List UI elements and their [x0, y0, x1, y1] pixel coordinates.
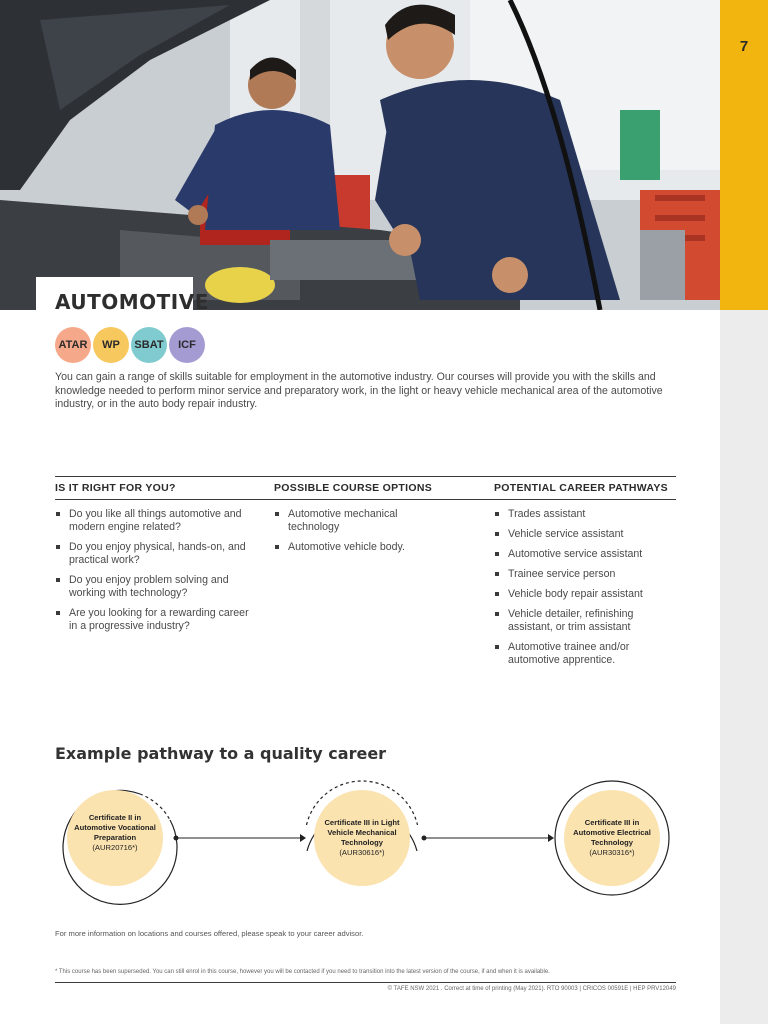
pathway-title: Example pathway to a quality career — [55, 744, 387, 763]
node-name: Certificate III in Automotive Electrical Technology — [573, 818, 651, 847]
side-band — [720, 310, 768, 1024]
list-item: Are you looking for a rewarding career in a progressive industry? — [55, 607, 250, 633]
page-number: 7 — [739, 38, 749, 55]
pathway-diagram — [0, 770, 720, 910]
list-item: Automotive service assistant — [494, 548, 669, 561]
column-heading-right-for-you: IS IT RIGHT FOR YOU? — [55, 482, 176, 494]
column-heading-course-options: POSSIBLE COURSE OPTIONS — [274, 482, 433, 494]
more-info-text: For more information on locations and courses offered, please speak to your career advisor. — [55, 929, 364, 938]
divider — [55, 476, 676, 477]
connector-arrow — [548, 834, 554, 842]
intro-paragraph: You can gain a range of skills suitable for employment in the automotive industry. Our courses will provide you with the skills and knowledge needed to perform minor service and preparatory work, in the light or heavy vehicle mechanical area of the automotive industry, or in the auto body repair industry. — [55, 371, 663, 410]
hero-photo — [0, 0, 720, 310]
footnote: * This course has been superseded. You can still enrol in this course, however you will be contacted if you need to transition into the latest version of the course, if and when it is available. — [55, 969, 550, 975]
list-item: Trainee service person — [494, 568, 669, 581]
right-for-you-list — [55, 508, 250, 640]
list-item: Trades assistant — [494, 508, 669, 521]
list-item: Vehicle service assistant — [494, 528, 669, 541]
pathway-node-2-label — [316, 818, 408, 858]
pathway-node-3-label — [566, 818, 658, 858]
pathway-node-1-label — [69, 813, 161, 853]
list-item: Automotive trainee and/or automotive apprentice. — [494, 641, 669, 667]
badge-wp: WP — [93, 327, 129, 363]
node-code: (AUR30316*) — [589, 848, 635, 857]
course-options-list — [274, 508, 444, 561]
node-code: (AUR20716*) — [92, 843, 138, 852]
node-code: (AUR30616*) — [339, 848, 385, 857]
page-title: AUTOMOTIVE — [55, 290, 209, 314]
badge-icf: ICF — [169, 327, 205, 363]
divider — [55, 982, 676, 983]
node-name: Certificate III in Light Vehicle Mechanical Technology — [324, 818, 400, 847]
divider — [55, 499, 676, 500]
badge-sbat: SBAT — [131, 327, 167, 363]
list-item: Vehicle body repair assistant — [494, 588, 669, 601]
qualification-badges — [55, 327, 205, 363]
list-item: Do you enjoy physical, hands-on, and practical work? — [55, 541, 250, 567]
list-item: Automotive mechanical technology — [274, 508, 444, 534]
list-item: Do you enjoy problem solving and working with technology? — [55, 574, 250, 600]
list-item: Do you like all things automotive and modern engine related? — [55, 508, 250, 534]
copyright: © TAFE NSW 2021 . Correct at time of printing (May 2021). RTO 90003 | CRICOS 00591E | HEP PRV12049 — [387, 986, 676, 992]
connector-arrow — [300, 834, 306, 842]
column-heading-career-pathways: POTENTIAL CAREER PATHWAYS — [494, 482, 668, 494]
list-item: Automotive vehicle body. — [274, 541, 444, 554]
connector-dot — [422, 836, 427, 841]
list-item: Vehicle detailer, refinishing assistant, or trim assistant — [494, 608, 669, 634]
node-name: Certificate II in Automotive Vocational Preparation — [74, 813, 156, 842]
career-pathways-list — [494, 508, 669, 674]
badge-atar: ATAR — [55, 327, 91, 363]
